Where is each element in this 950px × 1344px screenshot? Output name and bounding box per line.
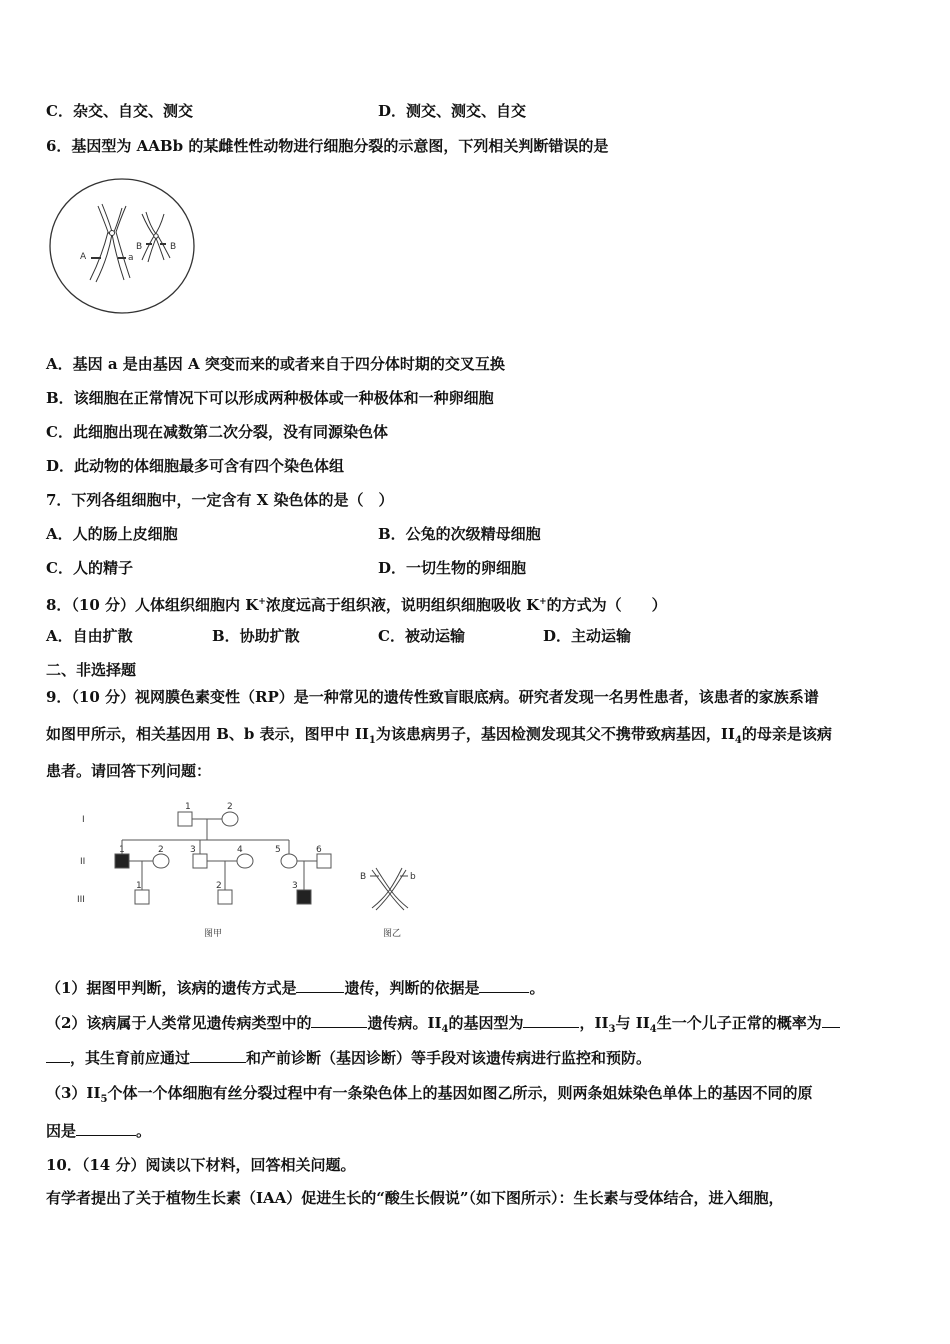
q9-line3: 患者。请回答下列问题： [46,762,212,780]
ped-num: 1 [185,802,191,812]
q8-stem: 8．（10 分）人体组织细胞内 K+浓度远高于组织液，说明组织细胞吸收 K+的方式为（ ） [46,596,667,614]
q6-option-c: C．此细胞出现在减数第二次分裂，没有同源染色体 [46,423,388,441]
chrom-label-b-lower: b [410,872,416,882]
q9-line1: 9．（10 分）视网膜色素变性（RP）是一种常见的遗传性致盲眼底病。研究者发现一名男性患者，该患者的家族系谱 [46,688,819,706]
q7-option-a: A．人的肠上皮细胞 [46,525,178,543]
ped-num: 3 [292,881,298,891]
q8-option-d: D．主动运输 [543,627,632,645]
label-a-lower: a [128,253,134,263]
q9-part3-line2: 因是 。 [46,1122,152,1140]
q6-option-a: A．基因 a 是由基因 A 突变而来的或者来自于四分体时期的交叉互换 [46,355,505,373]
q9-part3-line1: $(3)II_5$个体一个体细胞有丝分裂过程中有一条染色体上的基因如图乙所示，则两条姐妹染色单体上的基因不同的原 [46,1084,813,1105]
ped-num: 5 [275,845,281,855]
ped-num: 1 [119,845,125,855]
q5-option-c: C．杂交、自交、测交 [46,102,193,120]
ped-num: 6 [316,845,322,855]
ped-num: 1 [136,881,142,891]
pedigree-figure [70,798,430,946]
q10-line2: 有学者提出了关于植物生长素（IAA）促进生长的“酸生长假说”（如下图所示）：生长素与受体结合，进入细胞， [46,1189,784,1207]
label-a-upper: A [80,252,87,262]
q6-option-d: D．此动物的体细胞最多可含有四个染色体组 [46,457,345,475]
q7-option-c: C．人的精子 [46,559,133,577]
ped-num: 2 [158,845,164,855]
gen-label-2: II [80,857,86,867]
q7-option-b: B．公兔的次级精母细胞 [378,525,541,543]
ped-num: 2 [216,881,222,891]
q8-option-c: C．被动运输 [378,627,465,645]
caption-fig-a: 图甲 [204,929,223,939]
q10-stem: 10．（14 分）阅读以下材料，回答相关问题。 [46,1156,356,1174]
q9-part2-line2: ，其生育前应通过 和产前诊断（基因诊断）等手段对该遗传病进行监控和预防。 [46,1048,651,1068]
q8-option-b: B．协助扩散 [212,627,300,645]
chrom-label-b-upper: B [360,872,367,882]
q7-option-d: D．一切生物的卵细胞 [378,559,527,577]
q9-part2-line1: （2）该病属于人类常见遗传病类型中的 遗传病。$II_4$的基因型为 ，$II_3$与 $II_4$生一个儿子正常的概率为 [46,1013,840,1040]
gen-label-3: III [77,895,85,905]
ped-num: 2 [227,802,233,812]
q6-option-b: B．该细胞在正常情况下可以形成两种极体或一种极体和一种卵细胞 [46,389,494,407]
q9-line2: 如图甲所示，相关基因用 B、b 表示，图甲中 $II_1$为该患病男子，基因检测发现其父不携带致病基因，$II_4$的母亲是该病 [46,725,832,746]
gen-label-1: I [82,815,85,825]
q7-stem: 7．下列各组细胞中，一定含有 X 染色体的是（ ） [46,491,394,509]
caption-fig-b: 图乙 [383,929,402,939]
label-b-right: B [170,242,177,252]
q9-part1: （1）据图甲判断，该病的遗传方式是 遗传，判断的依据是 。 [46,979,545,997]
label-b-left: B [136,242,143,252]
q6-stem: 6．基因型为 AABb 的某雌性性动物进行细胞分裂的示意图，下列相关判断错误的是 [46,137,609,155]
ped-num: 3 [190,845,196,855]
cell-division-figure [46,176,198,316]
q8-option-a: A．自由扩散 [46,627,133,645]
ped-num: 4 [237,845,243,855]
q5-option-d: D．测交、测交、自交 [378,102,527,120]
section-title: 二、非选择题 [46,661,137,679]
